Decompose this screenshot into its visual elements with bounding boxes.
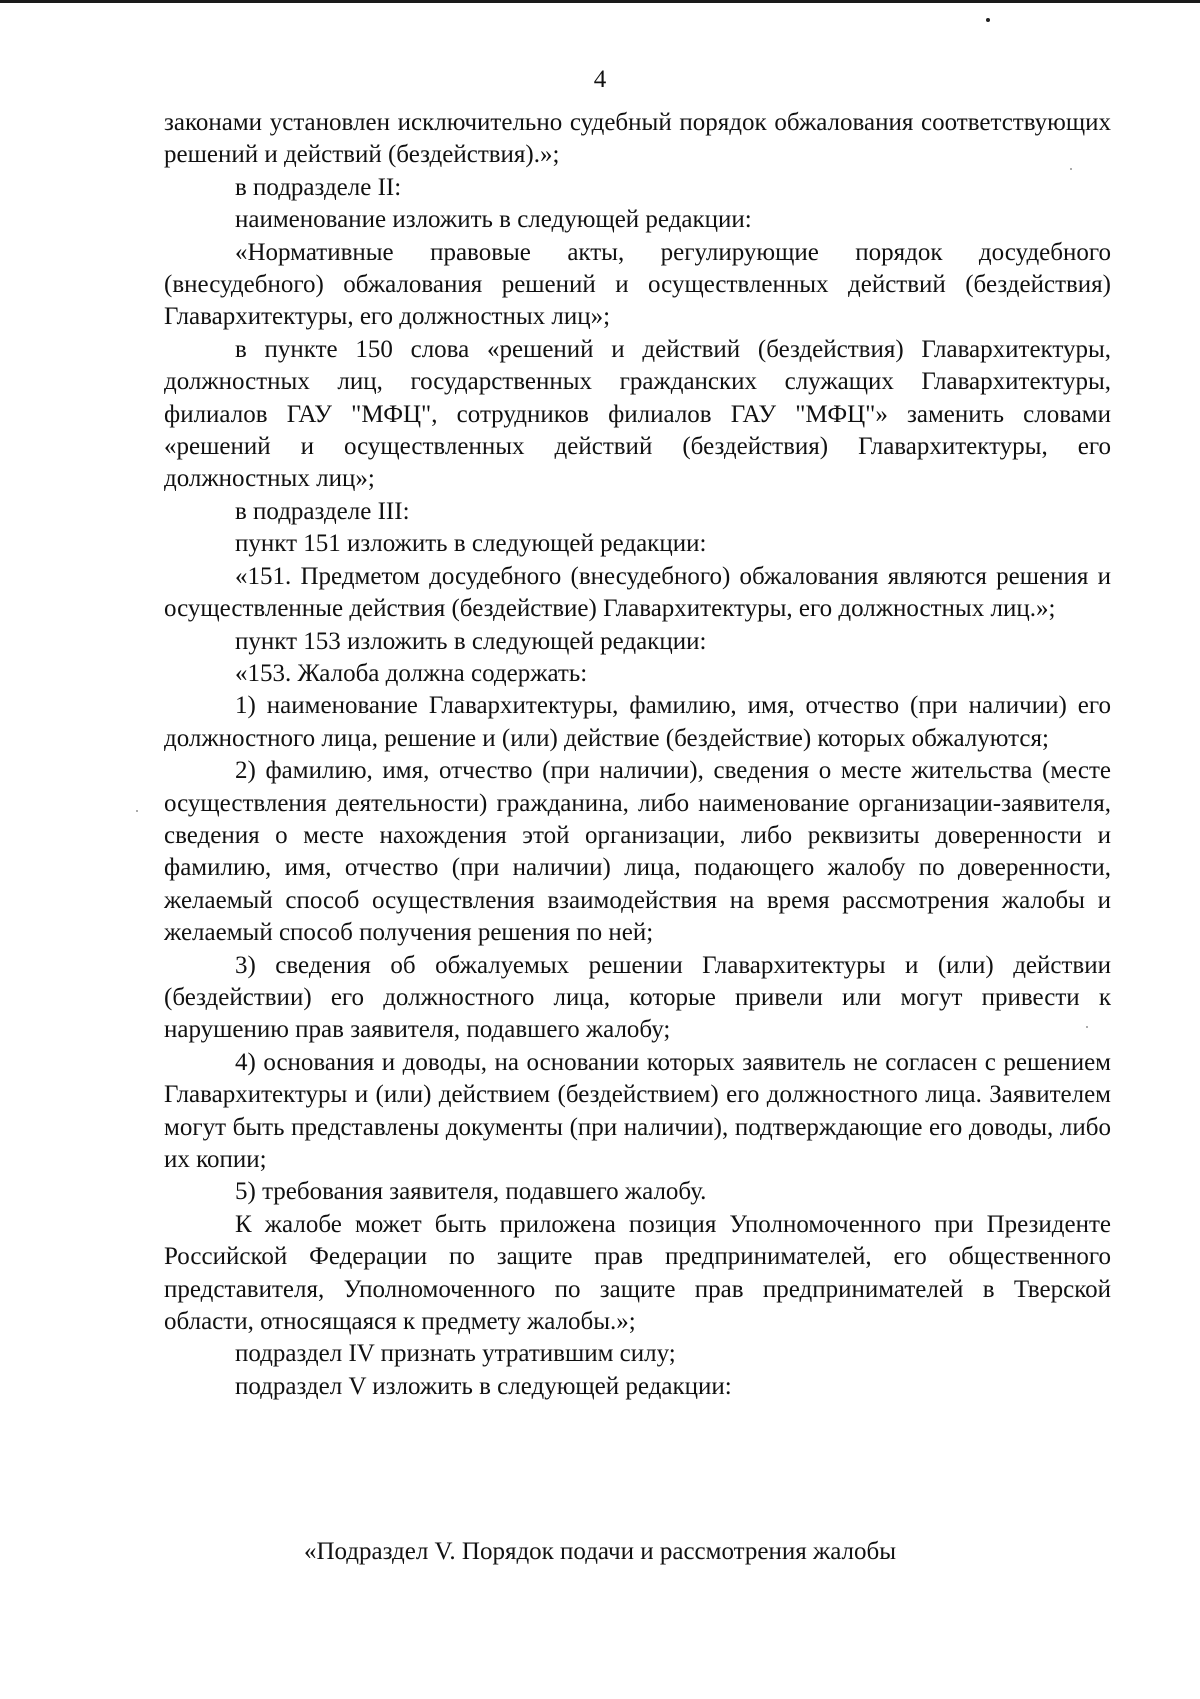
paragraph: в пункте 150 слова «решений и действий (бездействия) Главархитектуры, должностных лиц, государственных гражданских служащих Главархитектуры, филиалов ГАУ "МФЦ", сотрудников филиалов ГАУ "МФЦ"» заменить словами «решений и осуществленных действий (бездействия) Главархитектуры, его должностных лиц»; [164, 335, 1111, 493]
paragraph: в подразделе II: [235, 173, 402, 201]
paragraph: пункт 151 изложить в следующей редакции: [235, 530, 707, 558]
list-item: 4) основания и доводы, на основании которых заявитель не согласен с решением Главархитектуры и (или) действием (бездействием) его должностного лица. Заявителем могут быть представлены документы (при наличии), подтверждающие его доводы, либо их копии; [164, 1048, 1111, 1173]
paragraph: подраздел V изложить в следующей редакции: [235, 1372, 732, 1400]
paragraph: «153. Жалоба должна содержать: [235, 659, 588, 687]
list-item: 5) требования заявителя, подавшего жалобу. [235, 1178, 707, 1206]
paragraph: в подразделе III: [235, 497, 410, 525]
paragraph: наименование изложить в следующей редакции: [235, 206, 752, 234]
document-body [164, 107, 1111, 1403]
page-number: 4 [593, 66, 607, 93]
paragraph: пункт 153 изложить в следующей редакции: [235, 627, 707, 655]
subsection-heading: «Подраздел V. Порядок подачи и рассмотрения жалобы [303, 1538, 897, 1565]
scan-speck [1070, 168, 1072, 170]
list-item: 2) фамилию, имя, отчество (при наличии), сведения о месте жительства (месте осуществления деятельности) гражданина, либо наименование организации-заявителя, сведения о месте нахождения этой организации, либо реквизиты доверенности и фамилию, имя, отчество (при наличии) лица, подающего жалобу по доверенности, желаемый способ осуществления взаимодействия на время рассмотрения жалобы и желаемый способ получения решения по ней; [164, 757, 1111, 947]
paragraph: «151. Предметом досудебного (внесудебного) обжалования являются решения и осуществленные действия (бездействие) Главархитектуры, его должностных лиц.»; [164, 562, 1111, 623]
paragraph: К жалобе может быть приложена позиция Уполномоченного при Президенте Российской Федерации по защите прав предпринимателей, его общественного представителя, Уполномоченного по защите прав предпринимателей в Тверской области, относящаяся к предмету жалобы.»; [164, 1210, 1111, 1336]
scan-speck [1086, 1026, 1088, 1028]
scan-speck [136, 810, 138, 812]
list-item: 3) сведения об обжалуемых решении Главархитектуры и (или) действии (бездействии) его должностного лица, которые привели или могут привести к нарушению прав заявителя, подавшего жалобу; [164, 951, 1111, 1044]
scan-speck [986, 18, 990, 22]
paragraph: подраздел IV признать утратившим силу; [235, 1340, 676, 1368]
paragraph: законами установлен исключительно судебный порядок обжалования соответствующих решений и действий (бездействия).»; [164, 109, 1111, 169]
paragraph: «Нормативные правовые акты, регулирующие порядок досудебного (внесудебного) обжалования решений и осуществленных действий (бездействия) Главархитектуры, его должностных лиц»; [164, 238, 1111, 331]
list-item: 1) наименование Главархитектуры, фамилию, имя, отчество (при наличии) его должностного лица, решение и (или) действие (бездействие) которых обжалуются; [164, 692, 1111, 752]
